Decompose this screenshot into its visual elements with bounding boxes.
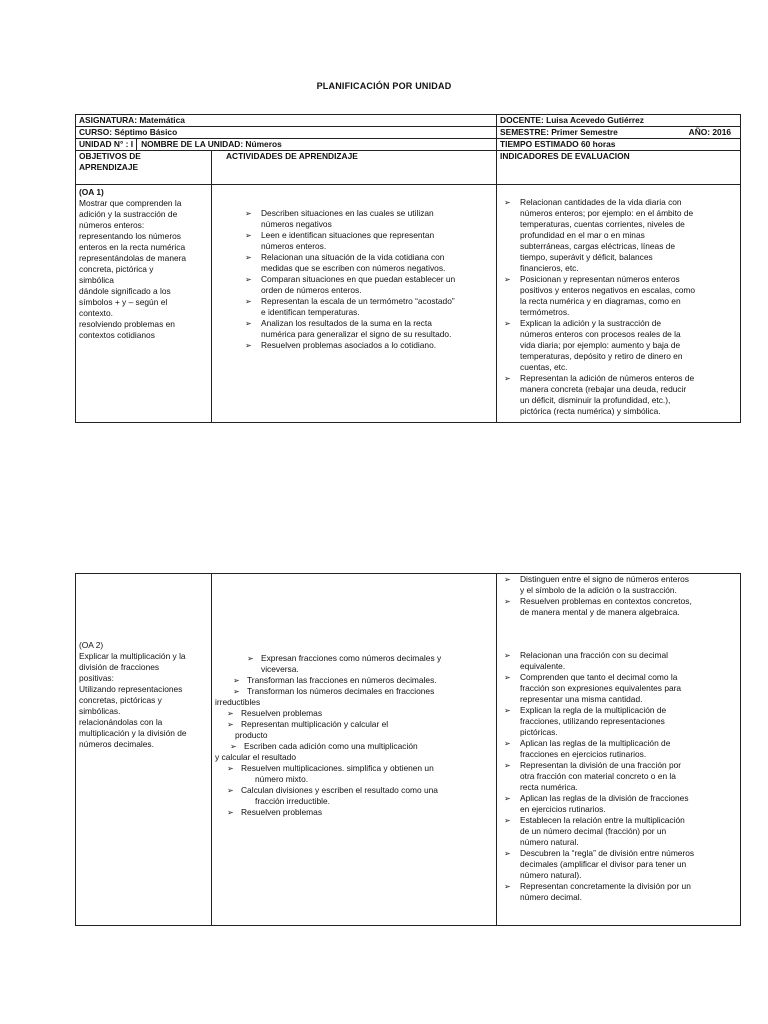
oa2-actividad-text: Resuelven problemas	[241, 708, 323, 718]
oa1-indicador-text: Representan la adición de números enteros de	[520, 373, 695, 383]
oa1-objetivo-line: contextos cotidianos	[79, 330, 155, 340]
oa2-actividad-text: producto	[235, 730, 268, 740]
oa2-objetivo-line: números decimales.	[79, 739, 154, 749]
oa2-actividad-line	[215, 697, 493, 708]
oa1-indicador-text: un déficit, disminuir la profundidad, etc.),	[520, 395, 671, 405]
oa1-indicador-text: Posicionan y representan números enteros	[520, 274, 680, 284]
oa2-indicador-text: Descubren la “regla” de división entre números	[520, 848, 695, 858]
arrow-bullet-icon: ➢	[245, 319, 252, 328]
oa2-actividad-text: Transforman las fracciones en números decimales.	[247, 675, 437, 685]
oa1-indicador-item	[500, 197, 737, 274]
oa2-indicadores-list	[500, 650, 737, 903]
oa1-actividad-text: medidas que se escriben con números negativos.	[261, 263, 446, 273]
oa1-indicador-item	[500, 318, 737, 373]
oa1-indicador-text: la recta numérica y en diagramas, como en	[520, 296, 681, 306]
oa1-actividad-text: Relacionan una situación de la vida cotidiana con	[261, 252, 445, 262]
oa1-indicador-text: temperaturas, depósito y retiro de dinero en	[520, 351, 683, 361]
oa2-actividad-text: Transforman los números decimales en fracciones	[247, 686, 435, 696]
oa2-actividad-text: y calcular el resultado	[215, 752, 296, 762]
oa2-indicador-text: Establecen la relación entre la multiplicación	[520, 815, 685, 825]
oa1-actividad-text: numérica para generalizar el signo de su resultado.	[261, 329, 452, 339]
oa1-indicador-text: números enteros; por ejemplo: en el ámbito de	[520, 208, 694, 218]
oa2-objetivo-line: división de fracciones	[79, 662, 160, 672]
oa1-indicador-text: subterráneas, cargas eléctricas, líneas de	[520, 241, 676, 251]
oa2-objetivo-line: positivas:	[79, 673, 114, 683]
oa2-indicador-item	[500, 793, 737, 815]
oa2-indicador-item	[500, 738, 737, 760]
oa2-indicador-text: Aplican las reglas de la división de fracciones	[520, 793, 689, 803]
arrow-bullet-icon: ➢	[504, 374, 511, 383]
oa2-actividad-line	[215, 675, 493, 686]
arrow-bullet-icon: ➢	[504, 794, 511, 803]
oa2-actividades-list	[215, 653, 493, 818]
oa1-indicador-item	[500, 373, 737, 417]
oa1-actividad-text: Leen e identifican situaciones que representan	[261, 230, 435, 240]
arrow-bullet-icon: ➢	[230, 742, 237, 751]
oa2-actividad-text: Representan multiplicación y calcular el	[241, 719, 389, 729]
oa2-indicador-item	[500, 672, 737, 705]
oa1-actividad-item	[215, 340, 493, 351]
oa1-actividad-item	[215, 252, 493, 274]
oa1-objetivo-line: resolviendo problemas en	[79, 319, 175, 329]
oa2-actividad-line	[215, 664, 493, 675]
oa1-indicador-text: tiempo, superávit y déficit, balances	[520, 252, 653, 262]
arrow-bullet-icon: ➢	[504, 739, 511, 748]
oa2-actividad-line	[215, 730, 493, 741]
oa2-actividad-text: Calculan divisiones y escriben el resultado como una	[241, 785, 438, 795]
oa2-actividades-cell	[212, 574, 497, 926]
arrow-bullet-icon: ➢	[504, 198, 511, 207]
col-objetivos-header: OBJETIVOS DE APRENDIZAJE	[76, 151, 212, 185]
arrow-bullet-icon: ➢	[504, 673, 511, 682]
arrow-bullet-icon: ➢	[504, 275, 511, 284]
oa2-indicador-text: Comprenden que tanto el decimal como la	[520, 672, 678, 682]
docente-cell: DOCENTE: Luisa Acevedo Gutiérrez	[497, 115, 741, 127]
oa2-indicador-text: decimales (amplificar el divisor para tener un	[520, 859, 687, 869]
oa1-actividad-item	[215, 208, 493, 230]
oa1-actividad-text: números enteros.	[261, 241, 327, 251]
oa2-objetivo-line: concretas, pictóricas y	[79, 695, 162, 705]
anio-label: AÑO: 2016	[688, 127, 732, 137]
oa1-objetivo-line: enteros en la recta numérica	[79, 242, 186, 252]
oa1-objetivo-line: simbólica	[79, 275, 114, 285]
oa2-actividad-line	[215, 807, 493, 818]
oa2-label: (OA 2)	[79, 640, 104, 650]
oa1-objetivo-line: dándole significado a los	[79, 286, 171, 296]
oa1-actividad-text: Analizan los resultados de la suma en la recta	[261, 318, 432, 328]
oa1-actividad-item	[215, 296, 493, 318]
oa1-indicador-text: números enteros con procesos reales de la	[520, 329, 681, 339]
oa2-indicador-text: fracciones, utilizando representaciones	[520, 716, 665, 726]
oa2-objetivo-line: Explicar la multiplicación y la	[79, 651, 186, 661]
oa2-indicador-item	[500, 650, 737, 672]
arrow-bullet-icon: ➢	[504, 651, 511, 660]
oa1-objetivo-line: contexto.	[79, 308, 113, 318]
oa1-objetivo-line: concreta, pictórica y	[79, 264, 154, 274]
oa2-actividad-line	[215, 653, 493, 664]
oa2-actividad-line	[215, 785, 493, 796]
arrow-bullet-icon: ➢	[233, 676, 240, 685]
oa2-actividad-text: Resuelven problemas	[241, 807, 323, 817]
oa1-indicador-text: pictórica (recta numérica) y simbólica.	[520, 406, 661, 416]
oa2-actividad-text: Expresan fracciones como números decimales y	[261, 653, 442, 663]
oa1-indicadores-list	[500, 197, 737, 417]
oa1-actividad-text: e identifican temperaturas.	[261, 307, 360, 317]
oa1-indicador-text: manera concreta (rebajar una deuda, reducir	[520, 384, 687, 394]
oa2-indicador-item	[500, 760, 737, 793]
oa2-actividad-text: Resuelven multiplicaciones. simplifica y obtienen un	[241, 763, 434, 773]
oa1-indicador-item	[500, 274, 737, 318]
oa1-actividades-list	[215, 208, 493, 351]
oa2-indicador-text: Aplican las reglas de la multiplicación de	[520, 738, 671, 748]
oa2-indicador-top-item	[500, 574, 737, 596]
oa2-indicador-text: de un número decimal (fracción) por un	[520, 826, 667, 836]
oa1-indicador-text: termómetros.	[520, 307, 570, 317]
oa1-indicador-text: vida diaria; por ejemplo: aumento y baja de	[520, 340, 681, 350]
oa2-indicadores-cell	[497, 574, 741, 926]
oa2-objetivo-line: relacionándolas con la	[79, 717, 163, 727]
oa2-actividad-text: irreductibles	[215, 697, 261, 707]
arrow-bullet-icon: ➢	[245, 297, 252, 306]
col-actividades-header: ACTIVIDADES DE APRENDIZAJE	[212, 151, 497, 185]
semestre-label: SEMESTRE: Primer Semestre	[500, 127, 618, 137]
oa2-indicador-text: Representan la división de una fracción por	[520, 760, 682, 770]
oa2-actividad-line	[215, 719, 493, 730]
oa1-actividad-item	[215, 274, 493, 296]
arrow-bullet-icon: ➢	[245, 231, 252, 240]
oa1-objetivo-line: representándolas de manera	[79, 253, 187, 263]
oa1-actividad-text: orden de números enteros.	[261, 285, 362, 295]
oa2-indicador-text: Representan concretamente la división por un	[520, 881, 691, 891]
arrow-bullet-icon: ➢	[504, 761, 511, 770]
oa2-actividad-line	[215, 686, 493, 697]
oa2-indicador-top-text: Distinguen entre el signo de números enteros	[520, 574, 689, 584]
oa2-indicador-text: recta numérica.	[520, 782, 578, 792]
asignatura-cell: ASIGNATURA: Matemática	[76, 115, 497, 127]
oa2-actividad-line	[215, 708, 493, 719]
oa2-indicador-item	[500, 705, 737, 738]
planning-table-unit-2	[75, 573, 741, 926]
oa1-indicador-text: Explican la adición y la sustracción de	[520, 318, 662, 328]
oa1-indicador-text: financieros, etc.	[520, 263, 579, 273]
oa2-indicador-item	[500, 815, 737, 848]
oa1-indicador-text: temperaturas, cuentas corrientes, niveles de	[520, 219, 685, 229]
oa2-objetivo-line: multiplicación y la división de	[79, 728, 187, 738]
oa1-objetivo-line: números enteros:	[79, 220, 145, 230]
oa1-label: (OA 1)	[79, 187, 104, 197]
oa1-objetivo-cell	[76, 185, 212, 423]
arrow-bullet-icon: ➢	[504, 882, 511, 891]
oa2-objetivo-line: Utilizando representaciones	[79, 684, 183, 694]
arrow-bullet-icon: ➢	[233, 687, 240, 696]
oa2-actividad-line	[215, 741, 493, 752]
oa1-actividad-item	[215, 318, 493, 340]
oa2-actividad-text: número mixto.	[255, 774, 309, 784]
oa1-objetivo-line: símbolos + y – según el	[79, 297, 168, 307]
oa2-indicadores-top-list	[500, 574, 737, 618]
arrow-bullet-icon: ➢	[504, 849, 511, 858]
oa2-actividad-line	[215, 796, 493, 807]
arrow-bullet-icon: ➢	[227, 808, 234, 817]
unidad-name: NOMBRE DE LA UNIDAD: Números	[141, 139, 282, 149]
oa2-actividad-text: viceversa.	[261, 664, 299, 674]
arrow-bullet-icon: ➢	[245, 209, 252, 218]
oa1-actividad-text: números negativos	[261, 219, 332, 229]
oa2-indicador-text: Relacionan una fracción con su decimal	[520, 650, 669, 660]
oa2-indicador-top-item	[500, 596, 737, 618]
oa2-indicador-text: en ejercicios rutinarios.	[520, 804, 606, 814]
arrow-bullet-icon: ➢	[504, 816, 511, 825]
oa2-objetivo-cell	[76, 574, 212, 926]
oa2-indicador-top-text: Resuelven problemas en contextos concretos,	[520, 596, 692, 606]
oa2-indicador-text: número decimal.	[520, 892, 582, 902]
planning-table-unit-1	[75, 114, 741, 423]
oa2-objetivo-text	[79, 651, 208, 750]
oa1-objetivo-line: Mostrar que comprenden la	[79, 198, 182, 208]
curso-cell: CURSO: Séptimo Básico	[76, 127, 497, 139]
oa1-actividad-text: Resuelven problemas asociados a lo cotidiano.	[261, 340, 437, 350]
oa2-objetivo-line: simbólicas.	[79, 706, 121, 716]
oa1-indicador-text: Relacionan cantidades de la vida diaria con	[520, 197, 682, 207]
oa2-indicador-text: número natural).	[520, 870, 582, 880]
oa1-actividad-item	[215, 230, 493, 252]
oa1-actividad-text: Describen situaciones en las cuales se utilizan	[261, 208, 434, 218]
oa2-indicador-text: fracción son expresiones equivalentes para	[520, 683, 682, 693]
oa1-objetivo-line: representando los números	[79, 231, 181, 241]
arrow-bullet-icon: ➢	[504, 575, 511, 584]
oa1-objetivo-text	[79, 198, 208, 341]
oa2-actividad-line	[215, 774, 493, 785]
arrow-bullet-icon: ➢	[227, 709, 234, 718]
arrow-bullet-icon: ➢	[504, 319, 511, 328]
unidad-number: UNIDAD N° : I	[76, 139, 137, 150]
oa1-indicador-text: cuentas, etc.	[520, 362, 568, 372]
oa2-indicador-text: Explican la regla de la multiplicación de	[520, 705, 667, 715]
oa1-objetivo-line: adición y la sustracción de	[79, 209, 178, 219]
oa1-indicador-text: profundidad en el mar o en minas	[520, 230, 645, 240]
oa1-indicador-text: positivos y enteros negativos en escalas, como	[520, 285, 696, 295]
oa1-actividades-cell	[212, 185, 497, 423]
oa2-indicador-top-text: y el símbolo de la adición o la sustracción.	[520, 585, 677, 595]
oa2-indicador-top-text: de manera mental y de manera algebraica.	[520, 607, 680, 617]
oa2-indicador-text: fracciones en ejercicios rutinarios.	[520, 749, 647, 759]
arrow-bullet-icon: ➢	[245, 341, 252, 350]
arrow-bullet-icon: ➢	[504, 706, 511, 715]
oa2-indicador-text: equivalente.	[520, 661, 566, 671]
oa2-indicador-text: otra fracción con material concreto o en la	[520, 771, 676, 781]
unidad-cell	[76, 139, 497, 151]
oa2-indicador-text: representar una misma cantidad.	[520, 694, 643, 704]
oa2-indicador-item	[500, 848, 737, 881]
tiempo-cell: TIEMPO ESTIMADO 60 horas	[497, 139, 741, 151]
oa2-actividad-line	[215, 763, 493, 774]
arrow-bullet-icon: ➢	[227, 720, 234, 729]
oa2-actividad-text: Escriben cada adición como una multiplicación	[244, 741, 418, 751]
oa1-actividad-text: Representan la escala de un termómetro “acostado”	[261, 296, 455, 306]
oa2-indicador-item	[500, 881, 737, 903]
arrow-bullet-icon: ➢	[245, 275, 252, 284]
oa2-indicador-text: pictóricas.	[520, 727, 558, 737]
semestre-cell	[497, 127, 741, 139]
oa1-actividad-text: Comparan situaciones en que puedan establecer un	[261, 274, 456, 284]
oa1-indicadores-cell	[497, 185, 741, 423]
oa2-indicador-text: número natural.	[520, 837, 579, 847]
arrow-bullet-icon: ➢	[245, 253, 252, 262]
arrow-bullet-icon: ➢	[247, 654, 254, 663]
oa2-actividad-line	[215, 752, 493, 763]
col-indicadores-header: INDICADORES DE EVALUACION	[497, 151, 741, 185]
arrow-bullet-icon: ➢	[504, 597, 511, 606]
arrow-bullet-icon: ➢	[227, 786, 234, 795]
page-title: PLANIFICACIÓN POR UNIDAD	[316, 81, 452, 91]
oa2-actividad-text: fracción irreductible.	[255, 796, 330, 806]
arrow-bullet-icon: ➢	[227, 764, 234, 773]
